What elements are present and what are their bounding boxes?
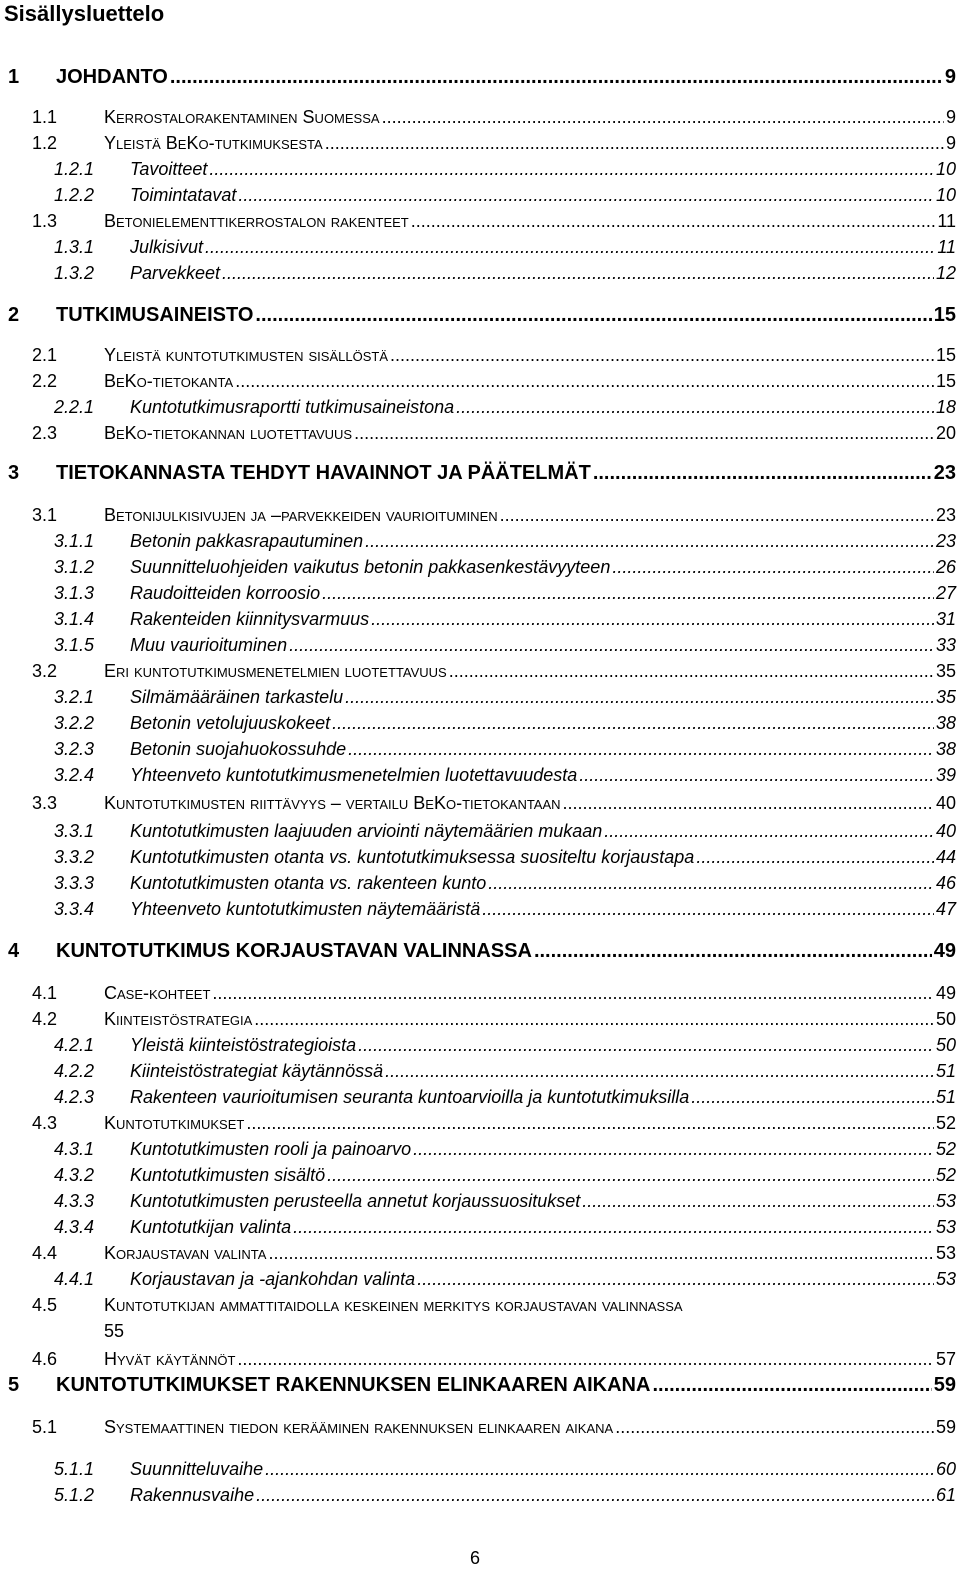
toc-entry-page: 49 bbox=[935, 983, 956, 1003]
toc-entry-page: 60 bbox=[935, 1459, 956, 1479]
toc-dot-leader bbox=[222, 260, 934, 286]
toc-entry-page: 52 bbox=[935, 1113, 956, 1133]
toc-entry-page: 40 bbox=[935, 793, 956, 813]
toc-entry-page: 15 bbox=[935, 345, 956, 365]
toc-entry-number: 1.3 bbox=[32, 211, 58, 231]
toc-entry-label: Julkisivut bbox=[130, 237, 204, 257]
toc-entry-label: TUTKIMUSAINEISTO bbox=[56, 304, 254, 326]
toc-entry[interactable] bbox=[0, 130, 960, 156]
toc-entry[interactable] bbox=[0, 368, 960, 394]
toc-dot-leader bbox=[345, 684, 934, 710]
toc-entry-number: 3 bbox=[8, 462, 20, 484]
toc-entry-label: Kuntotutkimusten otanta vs. kuntotutkimuksessa suositeltu korjaustapa bbox=[130, 847, 695, 867]
toc-entry-number: 4.6 bbox=[32, 1349, 58, 1369]
toc-entry-label: Kuntotutkimusten rooli ja painoarvo bbox=[130, 1139, 412, 1159]
toc-entry[interactable] bbox=[0, 710, 960, 736]
toc-entry[interactable] bbox=[0, 1084, 960, 1110]
toc-entry-number: 4.3.2 bbox=[54, 1165, 95, 1185]
toc-entry-page: 51 bbox=[935, 1087, 956, 1107]
toc-entry-number: 3.3.4 bbox=[54, 899, 95, 919]
toc-dot-leader bbox=[170, 64, 943, 90]
toc-entry-number: 4.4 bbox=[32, 1243, 58, 1263]
toc-entry-page: 20 bbox=[935, 423, 956, 443]
toc-entry[interactable] bbox=[0, 1006, 960, 1032]
toc-entry[interactable] bbox=[0, 208, 960, 234]
toc-dot-leader bbox=[382, 104, 944, 130]
toc-entry[interactable] bbox=[0, 182, 960, 208]
toc-dot-leader bbox=[235, 368, 934, 394]
toc-entry[interactable] bbox=[0, 1032, 960, 1058]
toc-entry-number: 3.3.1 bbox=[54, 821, 95, 841]
toc-entry[interactable] bbox=[0, 420, 960, 446]
toc-dot-leader bbox=[237, 1346, 934, 1372]
toc-entry[interactable] bbox=[0, 580, 960, 606]
toc-entry-page: 11 bbox=[937, 211, 956, 231]
toc-entry-number: 4.2.2 bbox=[54, 1061, 95, 1081]
page-number: 6 bbox=[470, 1548, 481, 1568]
toc-entry[interactable] bbox=[0, 502, 960, 528]
toc-entry-label: Parvekkeet bbox=[130, 263, 221, 283]
toc-entry-page: 50 bbox=[935, 1009, 956, 1029]
toc-entry-label: KUNTOTUTKIMUKSET RAKENNUKSEN ELINKAAREN AIKANA bbox=[56, 1374, 651, 1396]
toc-entry-page: 23 bbox=[935, 505, 956, 525]
toc-entry[interactable] bbox=[0, 394, 960, 420]
toc-entry-label: Kerrostalorakentaminen Suomessa bbox=[104, 107, 380, 127]
toc-entry[interactable] bbox=[0, 1482, 960, 1508]
toc-entry[interactable] bbox=[0, 632, 960, 658]
toc-entry-number: 2.2 bbox=[32, 371, 58, 391]
toc-entry-page: 59 bbox=[933, 1374, 956, 1396]
toc-dot-leader bbox=[604, 818, 934, 844]
toc-entry[interactable] bbox=[0, 938, 960, 964]
toc-entry-number: 3.2.3 bbox=[54, 739, 95, 759]
toc-entry-page: 40 bbox=[935, 821, 956, 841]
toc-entry-number: 1.2.1 bbox=[54, 159, 95, 179]
toc-entry-label: Korjaustavan valinta bbox=[104, 1243, 267, 1263]
toc-entry[interactable] bbox=[0, 1456, 960, 1482]
toc-entry-page: 23 bbox=[935, 531, 956, 551]
toc-entry-page: 53 bbox=[935, 1191, 956, 1211]
toc-dot-leader bbox=[371, 606, 934, 632]
toc-entry[interactable] bbox=[0, 156, 960, 182]
toc-entry-page: 10 bbox=[935, 159, 956, 179]
toc-entry[interactable] bbox=[0, 658, 960, 684]
toc-entry-number: 3.2.2 bbox=[54, 713, 95, 733]
toc-entry-page: 50 bbox=[935, 1035, 956, 1055]
toc-dot-leader bbox=[696, 844, 934, 870]
toc-entry-number: 3.3.2 bbox=[54, 847, 95, 867]
toc-entry-label: Kuntotutkimusten laajuuden arviointi näytemäärien mukaan bbox=[130, 821, 603, 841]
toc-entry-page: 46 bbox=[935, 873, 956, 893]
toc-dot-leader bbox=[268, 1240, 934, 1266]
toc-entry-label: JOHDANTO bbox=[56, 66, 168, 88]
toc-dot-leader bbox=[289, 632, 934, 658]
toc-entry-page: 38 bbox=[935, 713, 956, 733]
toc-entry-page: 11 bbox=[937, 237, 956, 257]
toc-entry-number: 3.2.1 bbox=[54, 687, 95, 707]
toc-entry-page: 9 bbox=[945, 133, 956, 153]
toc-entry-page: 31 bbox=[935, 609, 956, 629]
toc-dot-leader bbox=[212, 980, 934, 1006]
toc-entry-number: 3.3 bbox=[32, 793, 58, 813]
toc-entry-page: 15 bbox=[935, 371, 956, 391]
toc-dot-leader bbox=[358, 1032, 934, 1058]
toc-entry-label: Toimintatavat bbox=[130, 185, 237, 205]
toc-dot-leader bbox=[612, 554, 934, 580]
toc-entry[interactable] bbox=[0, 1136, 960, 1162]
toc-entry-number: 3.2.4 bbox=[54, 765, 95, 785]
toc-entry-label: Eri kuntotutkimusmenetelmien luotettavuus bbox=[104, 661, 447, 681]
toc-dot-leader bbox=[500, 502, 934, 528]
toc-entry[interactable] bbox=[0, 302, 960, 328]
toc-entry-page: 33 bbox=[935, 635, 956, 655]
toc-entry-label: Betonin pakkasrapautuminen bbox=[130, 531, 364, 551]
toc-entry[interactable] bbox=[0, 1414, 960, 1440]
toc-entry-label: Kuntotutkimusraportti tutkimusaineistona bbox=[130, 397, 455, 417]
toc-entry[interactable] bbox=[0, 980, 960, 1006]
toc-entry-page: 39 bbox=[935, 765, 956, 785]
toc-entry[interactable] bbox=[0, 342, 960, 368]
toc-entry-label: Kuntotutkimusten perusteella annetut korjaussuositukset bbox=[130, 1191, 581, 1211]
toc-dot-leader bbox=[209, 156, 934, 182]
toc-entry[interactable] bbox=[0, 1266, 960, 1292]
toc-dot-leader bbox=[354, 420, 934, 446]
toc-entry-label: Suunnitteluvaihe bbox=[130, 1459, 264, 1479]
toc-entry-label: Systemaattinen tiedon kerääminen rakennuksen elinkaaren aikana bbox=[104, 1417, 614, 1437]
toc-dot-leader bbox=[332, 710, 934, 736]
toc-entry-page: 27 bbox=[935, 583, 956, 603]
toc-entry-number: 3.3.3 bbox=[54, 873, 95, 893]
toc-entry-number: 4.3.1 bbox=[54, 1139, 95, 1159]
toc-entry-label: Yhteenveto kuntotutkimusten näytemääristä bbox=[130, 899, 481, 919]
toc-entry-page: 57 bbox=[935, 1349, 956, 1369]
toc-entry-number: 4.2.3 bbox=[54, 1087, 95, 1107]
toc-entry-number: 5.1.2 bbox=[54, 1485, 95, 1505]
toc-entry-page: 35 bbox=[935, 661, 956, 681]
toc-entry-label: Kuntotutkimusten riittävyys – vertailu BeKo-tietokantaan bbox=[104, 793, 561, 813]
toc-entry-number: 1.2.2 bbox=[54, 185, 95, 205]
toc-dot-leader bbox=[413, 1136, 934, 1162]
toc-entry-number: 4 bbox=[8, 940, 20, 962]
toc-entry-page: 12 bbox=[935, 263, 956, 283]
toc-entry-page: 18 bbox=[935, 397, 956, 417]
toc-dot-leader bbox=[325, 130, 944, 156]
toc-entry-label: TIETOKANNASTA TEHDYT HAVAINNOT JA PÄÄTELMÄT bbox=[56, 462, 591, 484]
toc-dot-leader bbox=[652, 1372, 931, 1398]
toc-entry-number: 3.1.5 bbox=[54, 635, 95, 655]
toc-entry-label: Case-kohteet bbox=[104, 983, 211, 1003]
toc-dot-leader bbox=[256, 1482, 934, 1508]
toc-entry[interactable] bbox=[0, 818, 960, 844]
toc-entry-number: 2.3 bbox=[32, 423, 58, 443]
toc-entry-label: Betonin suojahuokossuhde bbox=[130, 739, 347, 759]
toc-entry-label: Kiinteistöstrategia bbox=[104, 1009, 253, 1029]
toc-entry-label: Raudoitteiden korroosio bbox=[130, 583, 321, 603]
toc-dot-leader bbox=[534, 938, 932, 964]
toc-entry-page: 59 bbox=[935, 1417, 956, 1437]
toc-entry[interactable] bbox=[0, 1188, 960, 1214]
toc-entry-label: Tavoitteet bbox=[130, 159, 208, 179]
toc-entry-page: 10 bbox=[935, 185, 956, 205]
toc-dot-leader bbox=[482, 896, 934, 922]
toc-entry-label: Kuntotutkijan ammattitaidolla keskeinen merkitys korjaustavan valinnassa bbox=[104, 1295, 683, 1315]
toc-dot-leader bbox=[449, 658, 934, 684]
toc-dot-leader bbox=[582, 1188, 934, 1214]
toc-entry-page: 15 bbox=[933, 304, 956, 326]
toc-entry[interactable] bbox=[0, 460, 960, 486]
toc-entry[interactable] bbox=[0, 64, 960, 90]
toc-entry-page: 53 bbox=[935, 1243, 956, 1263]
toc-entry[interactable] bbox=[0, 684, 960, 710]
toc-entry-label: Rakenteen vaurioitumisen seuranta kuntoarvioilla ja kuntotutkimuksilla bbox=[130, 1087, 690, 1107]
toc-entry[interactable] bbox=[0, 1162, 960, 1188]
toc-entry[interactable] bbox=[0, 1110, 960, 1136]
toc-entry-number: 4.2 bbox=[32, 1009, 58, 1029]
toc-dot-leader bbox=[385, 1058, 934, 1084]
toc-dot-leader bbox=[593, 460, 932, 486]
toc-dot-leader bbox=[691, 1084, 934, 1110]
toc-entry-page: 9 bbox=[945, 107, 956, 127]
toc-entry-number: 2.2.1 bbox=[54, 397, 95, 417]
toc-entry-page: 38 bbox=[935, 739, 956, 759]
toc-dot-leader bbox=[255, 302, 931, 328]
toc-entry-page: 51 bbox=[935, 1061, 956, 1081]
toc-entry-label: Yleistä BeKo-tutkimuksesta bbox=[104, 133, 323, 153]
toc-entry-label: Rakenteiden kiinnitysvarmuus bbox=[130, 609, 370, 629]
toc-dot-leader bbox=[327, 1162, 934, 1188]
toc-dot-leader bbox=[293, 1214, 934, 1240]
toc-dot-leader bbox=[390, 342, 934, 368]
toc-dot-leader bbox=[348, 736, 934, 762]
toc-entry[interactable] bbox=[0, 1240, 960, 1266]
toc-entry-label: Muu vaurioituminen bbox=[130, 635, 288, 655]
toc-entry-label: Suunnitteluohjeiden vaikutus betonin pakkasenkestävyyteen bbox=[130, 557, 611, 577]
toc-entry[interactable] bbox=[0, 1372, 960, 1398]
toc-entry-page: 9 bbox=[944, 66, 956, 88]
toc-entry[interactable] bbox=[0, 1058, 960, 1084]
toc-entry-label: BeKo-tietokanta bbox=[104, 371, 234, 391]
toc-entry[interactable] bbox=[0, 260, 960, 286]
toc-entry-number: 1.1 bbox=[32, 107, 58, 127]
toc-entry-number: 4.2.1 bbox=[54, 1035, 95, 1055]
toc-entry[interactable] bbox=[0, 554, 960, 580]
page-title: Sisällysluettelo bbox=[4, 1, 165, 26]
toc-entry[interactable] bbox=[0, 234, 960, 260]
toc-entry[interactable] bbox=[0, 896, 960, 922]
toc-entry-page: 23 bbox=[933, 462, 956, 484]
toc-entry-label: Yhteenveto kuntotutkimusmenetelmien luotettavuudesta bbox=[130, 765, 578, 785]
toc-entry-label: Betonin vetolujuuskokeet bbox=[130, 713, 331, 733]
toc-entry[interactable] bbox=[0, 790, 960, 816]
toc-entry-label: Silmämääräinen tarkastelu bbox=[130, 687, 344, 707]
toc-entry[interactable] bbox=[0, 606, 960, 632]
toc-entry-number: 3.1.1 bbox=[54, 531, 95, 551]
toc-dot-leader bbox=[205, 234, 935, 260]
toc-dot-leader bbox=[417, 1266, 934, 1292]
toc-entry-label: Hyvät käytännöt bbox=[104, 1349, 236, 1369]
toc-entry-number: 4.4.1 bbox=[54, 1269, 95, 1289]
toc-entry-label: Kuntotutkimusten sisältö bbox=[130, 1165, 326, 1185]
toc-entry-label: Rakennusvaihe bbox=[130, 1485, 255, 1505]
toc-entry-page: 44 bbox=[935, 847, 956, 867]
toc-entry-number: 3.2 bbox=[32, 661, 58, 681]
toc-entry-label: Kuntotutkimusten otanta vs. rakenteen kunto bbox=[130, 873, 487, 893]
toc-entry-page: 52 bbox=[935, 1139, 956, 1159]
toc-entry-label: BeKo-tietokannan luotettavuus bbox=[104, 423, 353, 443]
toc-dot-leader bbox=[254, 1006, 934, 1032]
toc-entry-page: 53 bbox=[935, 1217, 956, 1237]
toc-dot-leader bbox=[488, 870, 934, 896]
toc-dot-leader bbox=[579, 762, 934, 788]
toc-entry-label: KUNTOTUTKIMUS KORJAUSTAVAN VALINNASSA bbox=[56, 940, 532, 962]
toc-entry-label: Yleistä kuntotutkimusten sisällöstä bbox=[104, 345, 388, 365]
toc-entry-label: Korjaustavan ja -ajankohdan valinta bbox=[130, 1269, 416, 1289]
toc-entry-number: 5.1 bbox=[32, 1417, 58, 1437]
toc-entry-label: Betonielementtikerrostalon rakenteet bbox=[104, 211, 409, 231]
toc-entry-number: 3.1.4 bbox=[54, 609, 95, 629]
toc-entry-number: 1 bbox=[8, 66, 20, 88]
toc-dot-leader bbox=[322, 580, 934, 606]
toc-entry-number: 3.1 bbox=[32, 505, 58, 525]
toc-dot-leader bbox=[265, 1456, 934, 1482]
toc-entry-number: 4.3.3 bbox=[54, 1191, 95, 1211]
toc-entry[interactable] bbox=[0, 1346, 960, 1372]
toc-entry[interactable] bbox=[0, 762, 960, 788]
toc-dot-leader bbox=[238, 182, 934, 208]
toc-dot-leader bbox=[411, 208, 936, 234]
toc-entry-number: 1.3.2 bbox=[54, 263, 95, 283]
toc-entry-number: 3.1.2 bbox=[54, 557, 95, 577]
toc-entry-page: 49 bbox=[933, 940, 956, 962]
toc-entry-number: 1.3.1 bbox=[54, 237, 95, 257]
toc-entry-page: 55 bbox=[104, 1321, 125, 1341]
toc-entry-page: 26 bbox=[935, 557, 956, 577]
toc-entry-label: Kuntotutkimukset bbox=[104, 1113, 245, 1133]
toc-dot-leader bbox=[563, 790, 934, 816]
toc-entry-page: 52 bbox=[935, 1165, 956, 1185]
toc-dot-leader bbox=[615, 1414, 934, 1440]
toc-entry-label: Betonijulkisivujen ja –parvekkeiden vaurioituminen bbox=[104, 505, 498, 525]
toc-entry[interactable] bbox=[0, 1214, 960, 1240]
toc-entry-number: 4.3.4 bbox=[54, 1217, 95, 1237]
toc-entry-number: 5.1.1 bbox=[54, 1459, 95, 1479]
toc-entry-number: 2 bbox=[8, 304, 20, 326]
toc-entry-number: 3.1.3 bbox=[54, 583, 95, 603]
toc-entry-page: 61 bbox=[935, 1485, 956, 1505]
toc-dot-leader bbox=[365, 528, 934, 554]
toc-entry-label: Kiinteistöstrategiat käytännössä bbox=[130, 1061, 384, 1081]
toc-entry-number: 4.1 bbox=[32, 983, 58, 1003]
toc-entry[interactable] bbox=[0, 104, 960, 130]
toc-entry-number: 4.5 bbox=[32, 1295, 58, 1315]
toc-entry-number: 2.1 bbox=[32, 345, 58, 365]
toc-entry[interactable] bbox=[0, 1292, 960, 1318]
toc-entry-page: 35 bbox=[935, 687, 956, 707]
toc-entry-number: 1.2 bbox=[32, 133, 58, 153]
toc-entry-number: 4.3 bbox=[32, 1113, 58, 1133]
toc-entry[interactable] bbox=[0, 844, 960, 870]
toc-entry[interactable] bbox=[0, 870, 960, 896]
toc-entry[interactable] bbox=[0, 528, 960, 554]
toc-dot-leader bbox=[456, 394, 934, 420]
toc-dot-leader bbox=[246, 1110, 934, 1136]
toc-entry-number: 5 bbox=[8, 1374, 20, 1396]
toc-entry-label: Kuntotutkijan valinta bbox=[130, 1217, 292, 1237]
toc-entry-page: 47 bbox=[935, 899, 956, 919]
toc-entry-page: 53 bbox=[935, 1269, 956, 1289]
toc-entry[interactable] bbox=[0, 736, 960, 762]
toc-entry-label: Yleistä kiinteistöstrategioista bbox=[130, 1035, 357, 1055]
